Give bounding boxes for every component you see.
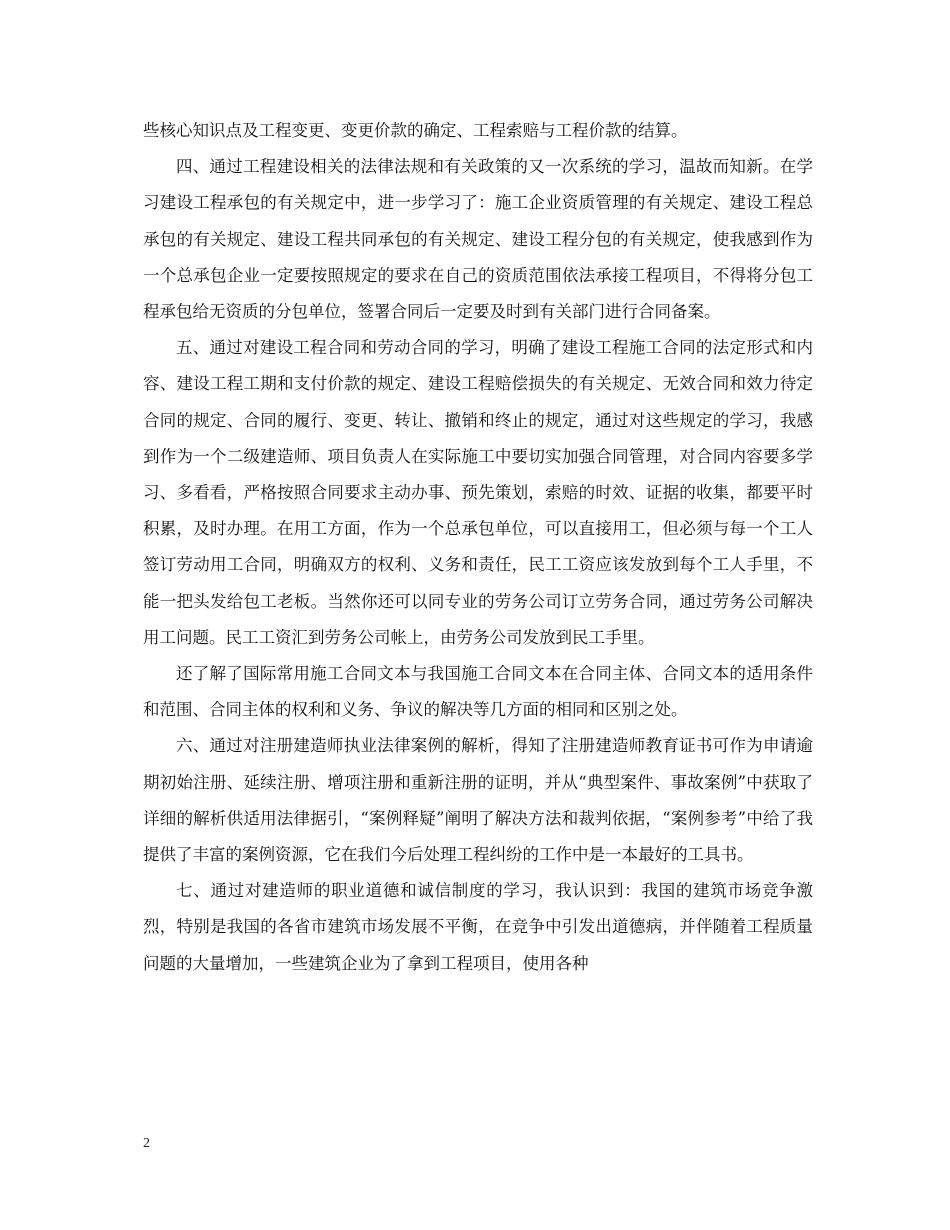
paragraph-section-four: 四、通过工程建设相关的法律法规和有关政策的又一次系统的学习，温故而知新。在学习建设工程承包的有关规定中，进一步学习了：施工企业资质管理的有关规定、建设工程总承包的有关规定、建设工程共同承包的有关规定、建设工程分包的有关规定，使我感到作为一个总承包企业一定要按照规定的要求在自己的资质范围依法承接工程项目，不得将分包工程承包给无资质的分包单位，签署合同后一定要及时到有关部门进行合同备案。 [143,157,813,322]
document-body [143,113,813,982]
paragraph-section-five: 五、通过对建设工程合同和劳动合同的学习，明确了建设工程施工合同的法定形式和内容、建设工程工期和支付价款的规定、建设工程赔偿损失的有关规定、无效合同和效力待定合同的规定、合同的履行、变更、转让、撤销和终止的规定，通过对这些规定的学习，我感到作为一个二级建造师、项目负责人在实际施工中要切实加强合同管理，对合同内容要多学习、多看看，严格按照合同要求主动办事、预先策划，索赔的时效、证据的收集，都要平时积累，及时办理。在用工方面，作为一个总承包单位，可以直接用工，但必须与每一个工人签订劳动用工合同，明确双方的权利、义务和责任，民工工资应该发放到每个工人手里，不能一把头发给包工老板。当然你还可以同专业的劳务公司订立劳务合同，通过劳务公司解决用工问题。民工工资汇到劳务公司帐上，由劳务公司发放到民工手里。 [143,338,813,647]
paragraph-continuation: 些核心知识点及工程变更、变更价款的确定、工程索赔与工程价款的结算。 [143,121,688,140]
paragraph-international-contracts: 还了解了国际常用施工合同文本与我国施工合同文本在合同主体、合同文本的适用条件和范围、合同主体的权利和义务、争议的解决等几方面的相同和区别之处。 [143,664,813,720]
paragraph-section-seven: 七、通过对建造师的职业道德和诚信制度的学习，我认识到：我国的建筑市场竞争激烈，特别是我国的各省市建筑市场发展不平衡，在竞争中引发出道德病，并伴随着工程质量问题的大量增加，一些建筑企业为了拿到工程项目，使用各种 [143,881,813,973]
paragraph-section-six: 六、通过对注册建造师执业法律案例的解析，得知了注册建造师教育证书可作为申请逾期初始注册、延续注册、增项注册和重新注册的证明，并从“典型案件、事故案例”中获取了详细的解析供适用法律据引，“案例释疑”阐明了解决方法和裁判依据，“案例参考”中给了我提供了丰富的案例资源，它在我们今后处理工程纠纷的工作中是一本最好的工具书。 [143,736,813,865]
page-number: 2 [143,1136,150,1151]
